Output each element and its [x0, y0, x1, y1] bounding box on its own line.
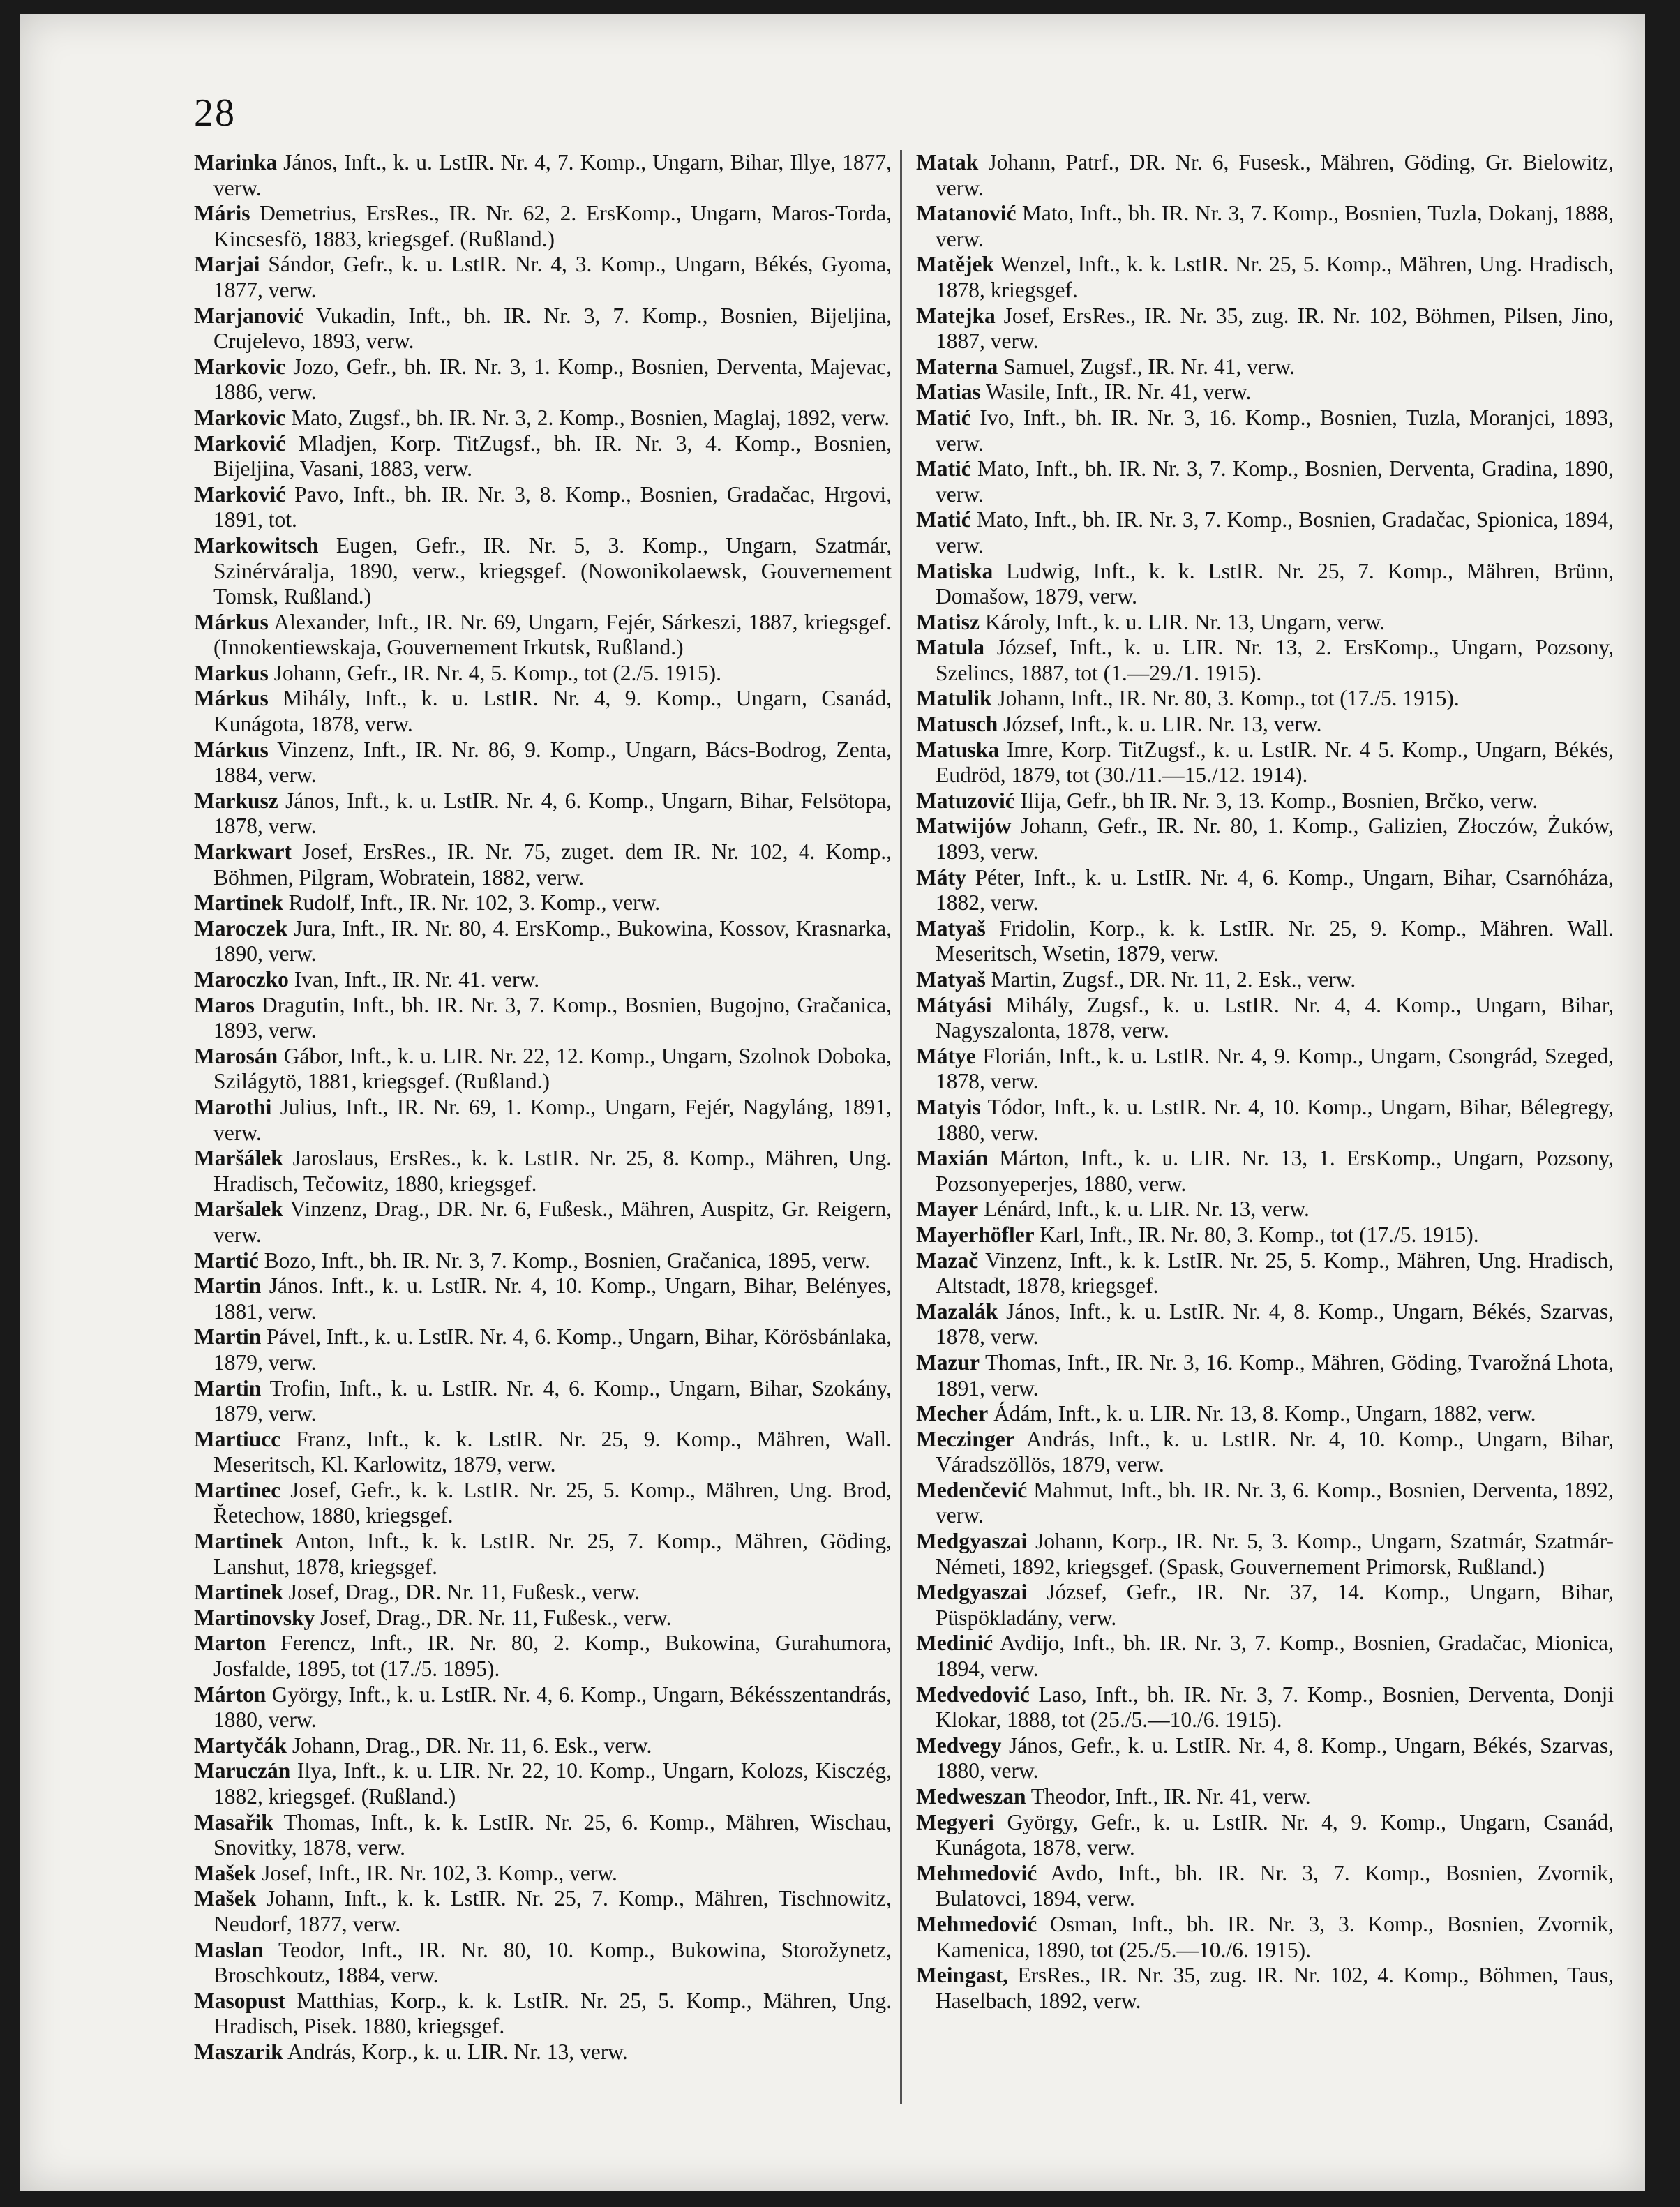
- register-entry: [916, 507, 1614, 558]
- register-entry: [916, 1299, 1614, 1350]
- register-entry: [194, 304, 892, 354]
- entry-details: Jaroslaus, ErsRes., k. k. LstIR. Nr. 25, 8. Komp., Mähren, Ung. Hradisch, Tečowitz, 1880, kriegsgef.: [213, 1146, 892, 1196]
- register-entry: [194, 993, 892, 1044]
- entry-surname: Marothi: [194, 1094, 272, 1119]
- register-entry: [916, 1401, 1614, 1427]
- left-column: [194, 150, 892, 2065]
- entry-details: Tódor, Inft., k. u. LstIR. Nr. 4, 10. Komp., Ungarn, Bihar, Bélegregy, 1880, verw.: [936, 1094, 1614, 1145]
- column-divider: [900, 150, 902, 2104]
- register-entry: [916, 354, 1614, 380]
- register-entry: [194, 1273, 892, 1324]
- entry-surname: Márkus: [194, 609, 269, 634]
- entry-details: János, Inft., k. u. LstIR. Nr. 4, 8. Komp., Ungarn, Békés, Szarvas, 1878, verw.: [936, 1299, 1614, 1349]
- register-entry: [916, 1222, 1614, 1248]
- entry-details: Ádám, Inft., k. u. LIR. Nr. 13, 8. Komp., Ungarn, 1882, verw.: [993, 1401, 1536, 1426]
- register-entry: [194, 1682, 892, 1733]
- register-entry: [194, 252, 892, 303]
- entry-surname: Markus: [194, 660, 269, 685]
- register-entry: [194, 1044, 892, 1095]
- register-entry: [916, 788, 1614, 814]
- register-entry: [916, 1580, 1614, 1631]
- entry-details: Rudolf, Inft., IR. Nr. 102, 3. Komp., verw.: [288, 890, 661, 915]
- entry-details: János. Inft., k. u. LstIR. Nr. 4, 10. Komp., Ungarn, Bihar, Belényes, 1881, verw.: [213, 1273, 892, 1324]
- register-entry: [916, 1529, 1614, 1580]
- entry-surname: Medenčević: [916, 1477, 1028, 1502]
- entry-details: Josef, Inft., IR. Nr. 102, 3. Komp., verw.: [262, 1860, 617, 1885]
- entry-details: Jozo, Gefr., bh. IR. Nr. 3, 1. Komp., Bosnien, Derventa, Majevac, 1886, verw.: [213, 354, 892, 405]
- entry-details: Thomas, Inft., IR. Nr. 3, 16. Komp., Mähren, Göding, Tvarožná Lhota, 1891, verw.: [936, 1349, 1614, 1400]
- entry-surname: Marjai: [194, 252, 260, 277]
- entry-details: Josef, Drag., DR. Nr. 11, Fußesk., verw.: [288, 1580, 640, 1605]
- entry-details: Wenzel, Inft., k. k. LstIR. Nr. 25, 5. Komp., Mähren, Ung. Hradisch, 1878, kriegsgef.: [936, 252, 1614, 302]
- register-entry: [194, 405, 892, 431]
- entry-surname: Matić: [916, 507, 971, 532]
- entry-details: Josef, ErsRes., IR. Nr. 35, zug. IR. Nr. 102, Böhmen, Pilsen, Jino, 1887, verw.: [936, 303, 1614, 354]
- entry-details: Ludwig, Inft., k. k. LstIR. Nr. 25, 7. Komp., Mähren, Brünn, Domašow, 1879, verw.: [936, 558, 1614, 609]
- entry-surname: Martić: [194, 1248, 259, 1273]
- register-entry: [916, 405, 1614, 456]
- register-entry: [194, 1146, 892, 1197]
- register-entry: [916, 559, 1614, 610]
- entry-surname: Martinec: [194, 1477, 281, 1502]
- document-page: [20, 14, 1645, 2191]
- entry-details: Josef, Gefr., k. k. LstIR. Nr. 25, 5. Komp., Mähren, Ung. Brod, Řetechow, 1880, kriegsgef.: [213, 1477, 892, 1528]
- entry-details: Márton, Inft., k. u. LIR. Nr. 13, 1. ErsKomp., Ungarn, Pozsony, Pozsonyeperjes, 1880, verw.: [936, 1146, 1614, 1196]
- entry-details: Avdijo, Inft., bh. IR. Nr. 3, 7. Komp., Bosnien, Gradačac, Mionica, 1894, verw.: [936, 1631, 1614, 1682]
- entry-details: Fridolin, Korp., k. k. LstIR. Nr. 25, 9. Komp., Mähren. Wall. Meseritsch, Wsetin, 1879, verw.: [936, 915, 1614, 966]
- entry-surname: Meczinger: [916, 1426, 1015, 1451]
- entry-details: Mihály, Zugsf., k. u. LstIR. Nr. 4, 4. Komp., Ungarn, Bihar, Nagyszalonta, 1878, verw.: [936, 992, 1614, 1043]
- entry-details: Johann, Patrf., DR. Nr. 6, Fusesk., Mähren, Göding, Gr. Bielowitz, verw.: [936, 150, 1614, 200]
- entry-details: Osman, Inft., bh. IR. Nr. 3, 3. Komp., Bosnien, Zvornik, Kamenica, 1890, tot (25./5.—10./6. 1915).: [936, 1911, 1614, 1962]
- entry-details: Matthias, Korp., k. k. LstIR. Nr. 25, 5. Komp., Mähren, Ung. Hradisch, Pisek. 1880, kriegsgef.: [213, 1988, 892, 2039]
- register-entry: [916, 738, 1614, 788]
- entry-details: Vinzenz, Inft., IR. Nr. 86, 9. Komp., Ungarn, Bács-Bodrog, Zenta, 1884, verw.: [213, 737, 892, 788]
- entry-surname: Maszarik: [194, 2039, 283, 2064]
- register-entry: [194, 1248, 892, 1274]
- register-entry: [194, 1376, 892, 1427]
- register-entry: [916, 916, 1614, 967]
- entry-surname: Martin: [194, 1273, 262, 1299]
- entry-details: Pavo, Inft., bh. IR. Nr. 3, 8. Komp., Bosnien, Gradačac, Hrgovi, 1891, tot.: [213, 481, 892, 532]
- register-entry: [916, 967, 1614, 993]
- register-entry: [916, 814, 1614, 865]
- entry-details: Mato, Inft., bh. IR. Nr. 3, 7. Komp., Bosnien, Gradačac, Spionica, 1894, verw.: [936, 507, 1614, 558]
- entry-surname: Martiucc: [194, 1426, 281, 1451]
- entry-surname: Martinovsky: [194, 1605, 315, 1630]
- register-entry: [916, 1478, 1614, 1529]
- entry-surname: Mazač: [916, 1248, 979, 1273]
- register-entry: [194, 738, 892, 788]
- register-entry: [194, 482, 892, 533]
- register-entry: [194, 1733, 892, 1759]
- entry-surname: Megyeri: [916, 1809, 994, 1834]
- register-entry: [916, 1810, 1614, 1861]
- register-entry: [194, 890, 892, 916]
- entry-surname: Matulik: [916, 686, 992, 711]
- entry-surname: Markusz: [194, 788, 278, 813]
- register-entry: [194, 1580, 892, 1606]
- register-entry: [916, 1631, 1614, 1682]
- register-entry: [194, 788, 892, 839]
- entry-details: Bozo, Inft., bh. IR. Nr. 3, 7. Komp., Bosnien, Gračanica, 1895, verw.: [264, 1248, 870, 1273]
- entry-surname: Martinek: [194, 890, 283, 915]
- entry-details: Lénárd, Inft., k. u. LIR. Nr. 13, verw.: [984, 1197, 1310, 1222]
- entry-surname: Martin: [194, 1324, 262, 1349]
- entry-surname: Marosán: [194, 1043, 278, 1068]
- entry-details: Mahmut, Inft., bh. IR. Nr. 3, 6. Komp., Bosnien, Derventa, 1892, verw.: [936, 1477, 1614, 1528]
- entry-surname: Máty: [916, 865, 966, 890]
- entry-surname: Matyaš: [916, 967, 986, 992]
- entry-surname: Markovic: [194, 405, 286, 430]
- entry-surname: Maršálek: [194, 1146, 283, 1171]
- entry-surname: Matyis: [916, 1094, 981, 1119]
- entry-details: Mato, Inft., bh. IR. Nr. 3, 7. Komp., Bosnien, Tuzla, Dokanj, 1888, verw.: [936, 201, 1614, 251]
- register-entry: [194, 150, 892, 201]
- entry-details: Demetrius, ErsRes., IR. Nr. 62, 2. ErsKomp., Ungarn, Maros-Torda, Kincsesfö, 1883, kriegsgef. (Rußland.): [213, 201, 892, 251]
- entry-surname: Marković: [194, 431, 286, 456]
- entry-details: Samuel, Zugsf., IR. Nr. 41, verw.: [1003, 354, 1295, 379]
- register-entry: [916, 865, 1614, 916]
- entry-details: Mato, Inft., bh. IR. Nr. 3, 7. Komp., Bosnien, Derventa, Gradina, 1890, verw.: [936, 456, 1614, 507]
- register-entry: [916, 1350, 1614, 1401]
- entry-details: Eugen, Gefr., IR. Nr. 5, 3. Komp., Ungarn, Szatmár, Szinérváralja, 1890, verw., kriegsgef. (Nowonikolaewsk, Gouvernement Tomsk, Rußland.): [213, 532, 892, 609]
- entry-surname: Matić: [916, 456, 971, 481]
- entry-surname: Markowitsch: [194, 532, 319, 558]
- entry-details: Johann, Drag., DR. Nr. 11, 6. Esk., verw.: [292, 1733, 652, 1758]
- right-column: [916, 150, 1614, 2014]
- entry-details: Imre, Korp. TitZugsf., k. u. LstIR. Nr. 4 5. Komp., Ungarn, Békés, Eudröd, 1879, tot (30./11.—15./12. 1914).: [936, 737, 1614, 788]
- register-entry: [194, 533, 892, 610]
- register-entry: [916, 1733, 1614, 1784]
- entry-surname: Márton: [194, 1682, 267, 1707]
- register-entry: [916, 993, 1614, 1044]
- entry-surname: Matiska: [916, 558, 993, 583]
- entry-surname: Marton: [194, 1631, 267, 1656]
- entry-surname: Medgyaszai: [916, 1580, 1028, 1605]
- register-entry: [194, 1478, 892, 1529]
- entry-surname: Medvegy: [916, 1733, 1002, 1758]
- register-entry: [194, 1529, 892, 1580]
- entry-details: Vinzenz, Inft., k. k. LstIR. Nr. 25, 5. Komp., Mähren, Ung. Hradisch, Altstadt, 1878, kriegsgef.: [936, 1248, 1614, 1299]
- register-entry: [194, 610, 892, 661]
- entry-details: János, Inft., k. u. LstIR. Nr. 4, 7. Komp., Ungarn, Bihar, Illye, 1877, verw.: [213, 150, 892, 200]
- entry-details: Anton, Inft., k. k. LstIR. Nr. 25, 7. Komp., Mähren, Göding, Lanshut, 1878, kriegsgef.: [213, 1529, 892, 1579]
- entry-surname: Maruczán: [194, 1758, 291, 1783]
- entry-details: Franz, Inft., k. k. LstIR. Nr. 25, 9. Komp., Mähren, Wall. Meseritsch, Kl. Karlowitz, 1879, verw.: [213, 1426, 892, 1477]
- register-entry: [194, 1861, 892, 1887]
- register-entry: [916, 1682, 1614, 1733]
- entry-surname: Matisz: [916, 609, 980, 634]
- entry-details: Ivo, Inft., bh. IR. Nr. 3, 16. Komp., Bosnien, Tuzla, Moranjci, 1893, verw.: [936, 405, 1614, 456]
- register-entry: [194, 1886, 892, 1937]
- entry-surname: Masařik: [194, 1809, 273, 1834]
- entry-surname: Maroczko: [194, 967, 289, 992]
- entry-details: Ilija, Gefr., bh IR. Nr. 3, 13. Komp., Bosnien, Brčko, verw.: [1020, 788, 1538, 813]
- register-entry: [916, 686, 1614, 712]
- entry-surname: Mátye: [916, 1043, 976, 1068]
- register-entry: [916, 1784, 1614, 1810]
- entry-surname: Matusch: [916, 712, 998, 737]
- register-entry: [916, 1146, 1614, 1197]
- register-entry: [916, 1963, 1614, 2014]
- entry-surname: Maros: [194, 992, 255, 1017]
- register-entry: [194, 431, 892, 482]
- entry-surname: Matuska: [916, 737, 1000, 762]
- entry-details: Josef, Drag., DR. Nr. 11, Fußesk., verw.: [320, 1605, 672, 1630]
- entry-surname: Matak: [916, 150, 979, 174]
- entry-surname: Marković: [194, 481, 286, 507]
- register-entry: [194, 1758, 892, 1809]
- register-entry: [916, 380, 1614, 405]
- register-entry: [194, 661, 892, 687]
- entry-surname: Mazur: [916, 1349, 980, 1375]
- entry-details: János, Inft., k. u. LstIR. Nr. 4, 6. Komp., Ungarn, Bihar, Felsötopa, 1878, verw.: [213, 788, 892, 839]
- entry-surname: Masopust: [194, 1988, 286, 2013]
- register-entry: [916, 610, 1614, 636]
- entry-surname: Matias: [916, 380, 981, 405]
- entry-surname: Martinek: [194, 1580, 283, 1605]
- entry-surname: Mayerhöfler: [916, 1222, 1035, 1247]
- entry-details: Julius, Inft., IR. Nr. 69, 1. Komp., Ungarn, Fejér, Nagyláng, 1891, verw.: [213, 1094, 892, 1145]
- entry-details: Vinzenz, Drag., DR. Nr. 6, Fußesk., Mähren, Auspitz, Gr. Reigern, verw.: [213, 1197, 892, 1247]
- register-entry: [916, 456, 1614, 507]
- entry-details: Johann, Korp., IR. Nr. 5, 3. Komp., Ungarn, Szatmár, Szatmár-Németi, 1892, kriegsgef. (Spask, Gouvernement Primorsk, Rußland.): [936, 1529, 1614, 1579]
- entry-surname: Márkus: [194, 737, 269, 762]
- entry-details: Károly, Inft., k. u. LIR. Nr. 13, Ungarn, verw.: [984, 609, 1386, 634]
- entry-surname: Martyčák: [194, 1733, 287, 1758]
- entry-surname: Medinić: [916, 1631, 993, 1656]
- entry-surname: Matuzović: [916, 788, 1015, 813]
- entry-surname: Márkus: [194, 686, 269, 711]
- register-entry: [194, 1631, 892, 1682]
- register-entry: [916, 635, 1614, 686]
- entry-details: Florián, Inft., k. u. LstIR. Nr. 4, 9. Komp., Ungarn, Csongrád, Szeged, 1878, verw.: [936, 1043, 1614, 1094]
- entry-details: Sándor, Gefr., k. u. LstIR. Nr. 4, 3. Komp., Ungarn, Békés, Gyoma, 1877, verw.: [213, 252, 892, 302]
- entry-surname: Maslan: [194, 1937, 264, 1962]
- entry-surname: Mecher: [916, 1401, 989, 1426]
- entry-surname: Marjanović: [194, 303, 304, 328]
- entry-details: Martin, Zugsf., DR. Nr. 11, 2. Esk., verw.: [991, 967, 1356, 992]
- register-entry: [194, 1095, 892, 1146]
- register-entry: [916, 1197, 1614, 1222]
- entry-surname: Matwijów: [916, 814, 1012, 839]
- register-entry: [194, 1810, 892, 1861]
- register-entry: [916, 1861, 1614, 1912]
- register-entry: [194, 201, 892, 252]
- entry-surname: Mehmedović: [916, 1911, 1037, 1936]
- entry-details: Teodor, Inft., IR. Nr. 80, 10. Komp., Bukowina, Storožynetz, Broschkoutz, 1884, verw.: [213, 1937, 892, 1988]
- register-entry: [194, 354, 892, 405]
- entry-surname: Martin: [194, 1375, 262, 1400]
- entry-surname: Medgyaszai: [916, 1529, 1028, 1554]
- entry-surname: Medvedović: [916, 1682, 1030, 1707]
- entry-surname: Mátyási: [916, 992, 992, 1017]
- entry-details: György, Inft., k. u. LstIR. Nr. 4, 6. Komp., Ungarn, Békésszentandrás, 1880, verw.: [213, 1682, 892, 1733]
- entry-surname: Matanović: [916, 201, 1017, 226]
- entry-surname: Mayer: [916, 1197, 979, 1222]
- entry-details: Avdo, Inft., bh. IR. Nr. 3, 7. Komp., Bosnien, Zvornik, Bulatovci, 1894, verw.: [936, 1860, 1614, 1911]
- entry-surname: Materna: [916, 354, 998, 379]
- entry-details: Ferencz, Inft., IR. Nr. 80, 2. Komp., Bukowina, Gurahumora, Josfalde, 1895, tot (17./5. 1895).: [213, 1631, 892, 1682]
- register-entry: [194, 967, 892, 993]
- entry-details: András, Korp., k. u. LIR. Nr. 13, verw.: [287, 2039, 628, 2064]
- entry-details: József, Gefr., IR. Nr. 37, 14. Komp., Ungarn, Bihar, Püspökladány, verw.: [936, 1580, 1614, 1630]
- register-entry: [916, 1427, 1614, 1478]
- register-entry: [194, 1606, 892, 1631]
- entry-details: Laso, Inft., bh. IR. Nr. 3, 7. Komp., Bosnien, Derventa, Donji Klokar, 1888, tot (25./5.—10./6. 1915).: [936, 1682, 1614, 1733]
- entry-details: Vukadin, Inft., bh. IR. Nr. 3, 7. Komp., Bosnien, Bijeljina, Crujelevo, 1893, verw.: [213, 303, 892, 354]
- entry-details: Theodor, Inft., IR. Nr. 41, verw.: [1030, 1784, 1311, 1809]
- register-entry: [194, 916, 892, 967]
- entry-details: András, Inft., k. u. LstIR. Nr. 4, 10. Komp., Ungarn, Bihar, Váradszöllös, 1879, verw.: [936, 1426, 1614, 1477]
- entry-details: György, Gefr., k. u. LstIR. Nr. 4, 9. Komp., Ungarn, Csanád, Kunágota, 1878, verw.: [936, 1809, 1614, 1860]
- entry-surname: Matejka: [916, 303, 996, 328]
- entry-details: Mihály, Inft., k. u. LstIR. Nr. 4, 9. Komp., Ungarn, Csanád, Kunágota, 1878, verw.: [213, 686, 892, 737]
- register-entry: [916, 712, 1614, 738]
- entry-details: János, Gefr., k. u. LstIR. Nr. 4, 8. Komp., Ungarn, Békés, Szarvas, 1880, verw.: [936, 1733, 1614, 1783]
- entry-surname: Maroczek: [194, 915, 288, 941]
- register-entry: [916, 1912, 1614, 1963]
- register-entry: [916, 201, 1614, 252]
- entry-details: Ilya, Inft., k. u. LIR. Nr. 22, 10. Komp., Ungarn, Kolozs, Kisczég, 1882, kriegsgef. (Rußland.): [213, 1758, 892, 1809]
- register-entry: [916, 150, 1614, 201]
- entry-surname: Matić: [916, 405, 971, 430]
- register-entry: [916, 1248, 1614, 1299]
- entry-details: Trofin, Inft., k. u. LstIR. Nr. 4, 6. Komp., Ungarn, Bihar, Szokány, 1879, verw.: [213, 1375, 892, 1426]
- entry-details: Dragutin, Inft., bh. IR. Nr. 3, 7. Komp., Bosnien, Bugojno, Gračanica, 1893, verw.: [213, 992, 892, 1043]
- entry-details: József, Inft., k. u. LIR. Nr. 13, 2. ErsKomp., Ungarn, Pozsony, Szelincs, 1887, tot (1.—29./1. 1915).: [936, 635, 1614, 685]
- entry-surname: Meingast,: [916, 1963, 1009, 1988]
- register-entry: [194, 1989, 892, 2040]
- entry-details: József, Inft., k. u. LIR. Nr. 13, verw.: [1003, 712, 1322, 737]
- register-entry: [194, 1938, 892, 1989]
- entry-surname: Mašek: [194, 1886, 257, 1911]
- entry-surname: Markwart: [194, 839, 292, 865]
- entry-details: Johann, Gefr., IR. Nr. 80, 1. Komp., Galizien, Złoczów, Żuków, 1893, verw.: [936, 814, 1614, 865]
- entry-surname: Máris: [194, 201, 250, 226]
- entry-details: Johann, Inft., IR. Nr. 80, 3. Komp., tot (17./5. 1915).: [997, 686, 1460, 711]
- entry-surname: Matyaš: [916, 915, 986, 941]
- entry-details: Mato, Zugsf., bh. IR. Nr. 3, 2. Komp., Bosnien, Maglaj, 1892, verw.: [291, 405, 890, 430]
- entry-details: Pável, Inft., k. u. LstIR. Nr. 4, 6. Komp., Ungarn, Bihar, Körösbánlaka, 1879, verw.: [213, 1324, 892, 1375]
- entry-surname: Maxián: [916, 1146, 989, 1171]
- entry-details: Mladjen, Korp. TitZugsf., bh. IR. Nr. 3, 4. Komp., Bosnien, Bijeljina, Vasani, 1883, verw.: [213, 431, 892, 481]
- entry-details: Johann, Inft., k. k. LstIR. Nr. 25, 7. Komp., Mähren, Tischnowitz, Neudorf, 1877, verw.: [213, 1886, 892, 1936]
- entry-surname: Mazalák: [916, 1299, 998, 1324]
- entry-details: Karl, Inft., IR. Nr. 80, 3. Komp., tot (17./5. 1915).: [1040, 1222, 1479, 1247]
- register-entry: [194, 686, 892, 737]
- entry-details: ErsRes., IR. Nr. 35, zug. IR. Nr. 102, 4. Komp., Böhmen, Taus, Haselbach, 1892, verw.: [936, 1963, 1614, 2013]
- entry-details: Ivan, Inft., IR. Nr. 41. verw.: [294, 967, 540, 992]
- register-entry: [916, 304, 1614, 354]
- entry-surname: Markovic: [194, 354, 286, 379]
- entry-details: Thomas, Inft., k. k. LstIR. Nr. 25, 6. Komp., Mähren, Wischau, Snovitky, 1878, verw.: [213, 1809, 892, 1860]
- entry-surname: Mehmedović: [916, 1860, 1037, 1885]
- entry-details: Johann, Gefr., IR. Nr. 4, 5. Komp., tot (2./5. 1915).: [273, 660, 721, 685]
- register-entry: [194, 839, 892, 890]
- entry-surname: Matula: [916, 635, 984, 660]
- entry-surname: Matějek: [916, 252, 994, 277]
- register-entry: [916, 1095, 1614, 1146]
- entry-surname: Martinek: [194, 1529, 283, 1554]
- entry-surname: Mašek: [194, 1860, 257, 1885]
- entry-surname: Medweszan: [916, 1784, 1026, 1809]
- register-entry: [194, 2040, 892, 2065]
- register-entry: [194, 1427, 892, 1478]
- register-entry: [194, 1324, 892, 1375]
- register-entry: [194, 1197, 892, 1248]
- entry-details: Péter, Inft., k. u. LstIR. Nr. 4, 6. Komp., Ungarn, Bihar, Csarnóháza, 1882, verw.: [936, 865, 1614, 915]
- register-entry: [916, 1044, 1614, 1095]
- entry-surname: Maršalek: [194, 1197, 283, 1222]
- entry-surname: Marinka: [194, 150, 278, 174]
- page-number: 28: [194, 91, 236, 135]
- entry-details: Wasile, Inft., IR. Nr. 41, verw.: [986, 380, 1252, 405]
- entry-details: Josef, ErsRes., IR. Nr. 75, zuget. dem IR. Nr. 102, 4. Komp., Böhmen, Pilgram, Wobratein, 1882, verw.: [213, 839, 892, 890]
- entry-details: Gábor, Inft., k. u. LIR. Nr. 22, 12. Komp., Ungarn, Szolnok Doboka, Szilágytö, 1881, kriegsgef. (Rußland.): [213, 1043, 892, 1094]
- entry-details: Jura, Inft., IR. Nr. 80, 4. ErsKomp., Bukowina, Kossov, Krasnarka, 1890, verw.: [213, 915, 892, 966]
- register-entry: [916, 252, 1614, 303]
- entry-details: Alexander, Inft., IR. Nr. 69, Ungarn, Fejér, Sárkeszi, 1887, kriegsgef. (Innokentiewskaja, Gouvernement Irkutsk, Rußland.): [213, 609, 892, 660]
